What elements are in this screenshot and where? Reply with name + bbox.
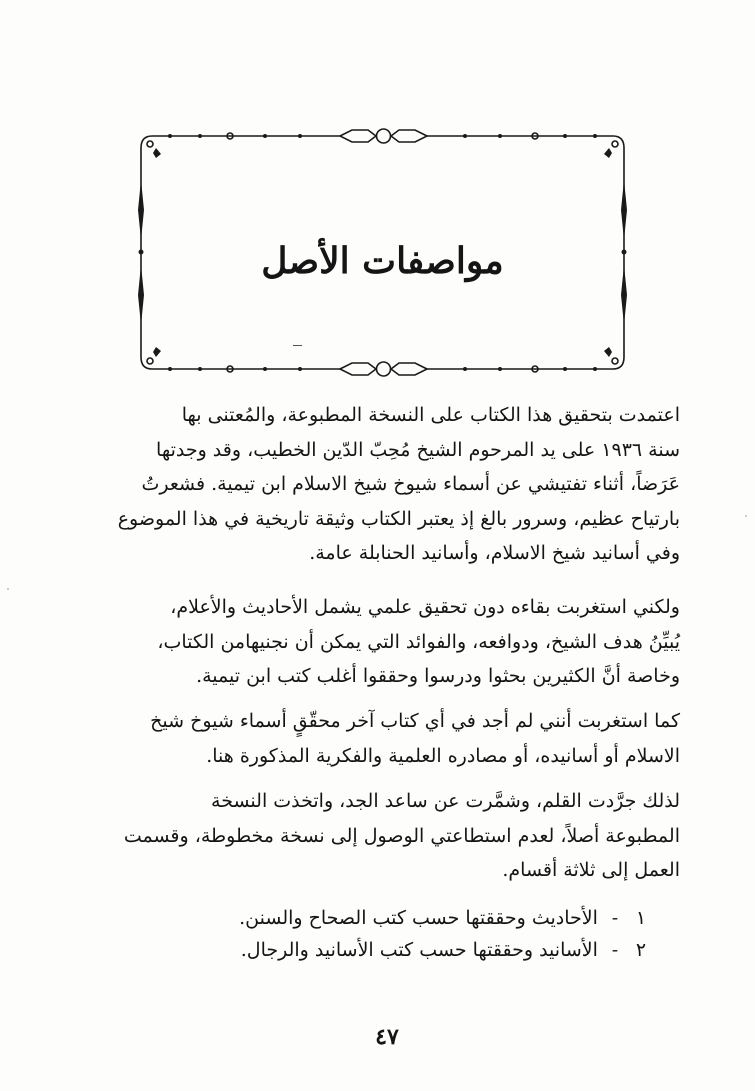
paragraph-line: يُبيِّنُ هدف الشيخ، ودوافعه، والفوائد التي يمكن أن نجنيهامن الكتاب، — [157, 630, 680, 653]
paragraph-line: وخاصة أنَّ الكثيرين بحثوا ودرسوا وحققوا أغلب كتب ابن تيمية. — [196, 665, 680, 687]
list-item — [200, 934, 650, 966]
page-edge-mark — [7, 588, 9, 590]
page-edge-mark — [745, 515, 747, 517]
list-item-text: الأسانيد وحققتها حسب كتب الأسانيد والرجال. — [240, 939, 598, 961]
paragraph-line: الاسلام أو أسانيده، أو مصادره العلمية والفكرية المذكورة هنا. — [206, 744, 680, 767]
paragraph-4 — [108, 784, 680, 888]
paragraph-3 — [108, 704, 680, 773]
paragraph-line: وفي أسانيد شيخ الاسلام، وأسانيد الحنابلة عامة. — [309, 542, 680, 564]
list-item-dash: - — [611, 939, 619, 961]
list-item — [200, 902, 650, 934]
page-number: ٤٧ — [375, 1024, 399, 1050]
sections-list — [200, 902, 650, 966]
paragraph-2 — [108, 590, 680, 694]
title-dash — [293, 345, 302, 346]
paragraph-line: كما استغربت أنني لم أجد في أي كتاب آخر محقّقٍ أسماء شيوخ شيخ — [150, 710, 680, 732]
list-item-text: الأحاديث وحققتها حسب كتب الصحاح والسنن. — [239, 907, 598, 929]
paragraph-line: العمل إلى ثلاثة أقسام. — [502, 859, 680, 881]
paragraph-line: عَرَضاً، أثناء تفتيشي عن أسماء شيوخ شيخ الاسلام ابن تيمية. فشعرتُ — [141, 473, 680, 495]
paragraph-line: اعتمدت بتحقيق هذا الكتاب على النسخة المطبوعة، والمُعتنى بها — [181, 404, 680, 426]
paragraph-line: بارتياح عظيم، وسرور بالغ إذ يعتبر الكتاب وثيقة تاريخية في هذا الموضوع — [117, 507, 680, 530]
chapter-title: مواصفات الأصل — [261, 240, 504, 282]
list-item-number: ٢ — [635, 939, 647, 961]
paragraph-line: سنة ١٩٣٦ على يد المرحوم الشيخ مُحِبّ الدّين الخطيب، وقد وجدتها — [156, 438, 680, 461]
list-item-number: ١ — [635, 907, 647, 929]
paragraph-line: ولكني استغربت بقاءه دون تحقيق علمي يشمل الأحاديث والأعلام، — [170, 596, 680, 618]
paragraph-line: المطبوعة أصلاً، لعدم استطاعتي الوصول إلى نسخة مخطوطة، وقسمت — [123, 824, 680, 847]
paragraph-line: لذلك جرَّدت القلم، وشمَّرت عن ساعد الجد، واتخذت النسخة — [211, 790, 680, 812]
paragraph-1 — [108, 398, 680, 571]
list-item-dash: - — [611, 907, 619, 929]
